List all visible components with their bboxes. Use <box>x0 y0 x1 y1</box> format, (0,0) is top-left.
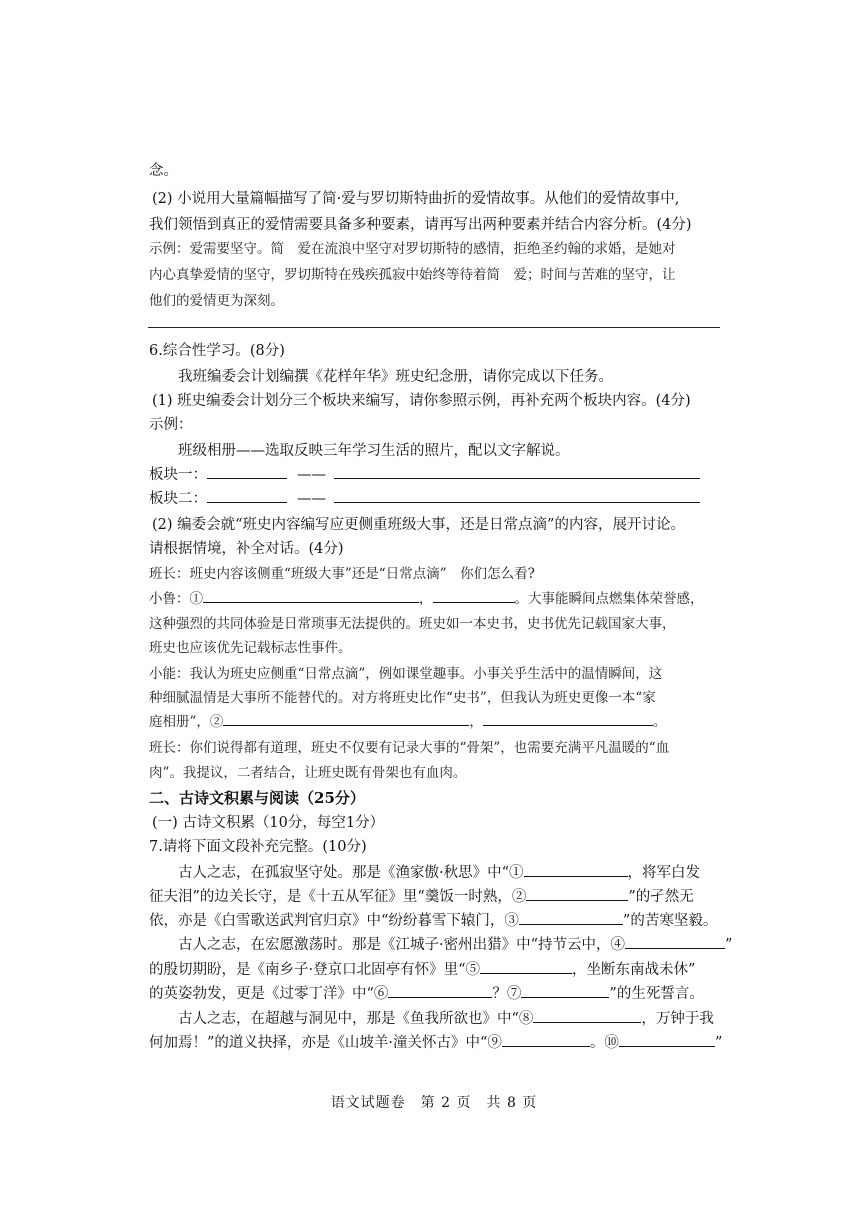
poem-blank-4[interactable] <box>625 934 725 949</box>
dialogue-xiaolu <box>149 588 704 610</box>
answer-blank-2b[interactable] <box>483 711 653 726</box>
q7-line8-end: ” <box>714 1035 723 1051</box>
q7-line3-end: ”的苦寒坚毅。 <box>622 913 718 929</box>
block1-dash: —— <box>297 467 326 483</box>
dialogue-line-3: 这种强烈的共同体验是日常琐事无法提供的。班史如一本史书，史书优先记载国家大事， <box>149 616 676 632</box>
q7-line3 <box>149 910 717 932</box>
q7-line5 <box>149 959 695 981</box>
q7-line1 <box>178 862 700 884</box>
q6-2-line1: (2) 编委会就“班史内容编写应更侧重班级大事，还是日常点滴”的内容，展开讨论。 <box>152 517 685 533</box>
example-line2: 内心真挚爱情的坚守，罗切斯特在残疾孤寂中始终等待着简 爱；时间与苦难的坚守，让 <box>149 267 676 283</box>
xiaolu-comma: ， <box>419 591 433 607</box>
q7-line6-mid: ？⑦ <box>492 986 522 1002</box>
q6-1-line2: 示例： <box>149 417 193 433</box>
xiaolu-rest: 。大事能瞬间点燃集体荣誉感， <box>514 591 704 607</box>
poem-blank-5[interactable] <box>480 959 572 974</box>
line7-comma: ， <box>469 714 483 730</box>
answer-blank-2a[interactable] <box>223 711 469 726</box>
poem-blank-7[interactable] <box>521 983 609 998</box>
q7-line2-text: 征夫泪”的边关长守，是《十五从军征》里“羹饭一时熟，② <box>149 889 527 905</box>
line7-prefix: 庭相册”，② <box>149 714 224 730</box>
block2-name-blank[interactable] <box>207 488 287 503</box>
poem-blank-2[interactable] <box>526 886 628 901</box>
line7-end: 。 <box>652 714 667 730</box>
q7-line4-end: ” <box>725 937 733 953</box>
q7-line1-text: 古人之志，在孤寂坚守处。那是《渔家傲·秋思》中“① <box>178 865 524 881</box>
poem-blank-6[interactable] <box>388 983 492 998</box>
section2-sub: (一) 古诗文积累（10分，每空1分） <box>152 815 385 831</box>
q7-line6 <box>149 983 704 1005</box>
q6-title: 6.综合性学习。(8分) <box>149 343 285 359</box>
q7-line3-text: 依，亦是《白雪歌送武判官归京》中“纷纷暮雪下辕门，③ <box>149 913 519 929</box>
example-label: 示例： <box>149 241 190 257</box>
q7-line2-end: ”的孑然无 <box>628 889 694 905</box>
q7-line8 <box>149 1032 722 1054</box>
block2-dash: —— <box>297 491 326 507</box>
q7-title: 7.请将下面文段补充完整。(10分) <box>149 839 367 855</box>
poem-blank-3[interactable] <box>519 910 623 925</box>
block1-label: 板块一： <box>149 467 207 483</box>
q5-2-example <box>149 238 676 260</box>
q7-line4-text: 古人之志，在宏愿激荡时。那是《江城子·密州出猎》中“持节云中，④ <box>178 937 626 953</box>
block2-row <box>149 488 700 510</box>
example-line3: 他们的爱情更为深刻。 <box>149 293 284 309</box>
q7-line8-text: 何加焉！”的道义抉择，亦是《山坡羊·潼关怀古》中“⑨ <box>149 1035 502 1051</box>
q6-1-line1: (1) 班史编委会计划分三个板块来编写，请你参照示例，再补充两个板块内容。(4分) <box>152 393 691 409</box>
poem-blank-1[interactable] <box>524 862 628 877</box>
q7-line1-end: ，将军白发 <box>627 865 701 881</box>
poem-blank-8[interactable] <box>533 1008 641 1023</box>
q7-line4 <box>178 934 732 956</box>
q7-line7 <box>178 1008 714 1030</box>
dialogue-monitor-1: 班长：班史内容该侧重“班级大事”还是“日常点滴” 你们怎么看? <box>149 566 535 582</box>
q5-2-line2: 我们领悟到真正的爱情需要具备多种要素，请再写出两种要素并结合内容分析。(4分) <box>149 217 692 233</box>
q7-line7-text: 古人之志，在超越与洞见中，那是《鱼我所欲也》中“⑧ <box>178 1011 534 1027</box>
dialogue-line-4: 班史也应该优先记载标志性事件。 <box>149 640 352 656</box>
q7-line2 <box>149 886 694 908</box>
block1-content-blank[interactable] <box>334 464 700 479</box>
q5-2-line1: (2) 小说用大量篇幅描写了简·爱与罗切斯特曲折的爱情故事。从他们的爱情故事中, <box>152 191 680 207</box>
block2-label: 板块二： <box>149 491 207 507</box>
divider-line <box>148 327 720 328</box>
q7-line5-end: ，坐断东南战未休” <box>572 962 696 978</box>
xiaolu-prefix: 小鲁：① <box>149 591 203 607</box>
answer-blank-1a[interactable] <box>203 588 419 603</box>
q7-line6-end: ”的生死誓言。 <box>609 986 704 1002</box>
block2-content-blank[interactable] <box>334 488 700 503</box>
page-footer: 语文试题卷 第 2 页 共 8 页 <box>330 1095 538 1111</box>
answer-blank-1b[interactable] <box>433 588 515 603</box>
q6-sample: 班级相册——选取反映三年学习生活的照片，配以文字解说。 <box>178 443 570 459</box>
block1-name-blank[interactable] <box>207 464 287 479</box>
q6-2-line2: 请根据情境，补全对话。(4分) <box>149 541 344 557</box>
poem-blank-10[interactable] <box>619 1032 715 1047</box>
poem-blank-9[interactable] <box>502 1032 590 1047</box>
q5-tail: 念。 <box>149 163 178 179</box>
block1-row <box>149 464 700 486</box>
dialogue-xiaoneng: 小能：我认为班史应侧重“日常点滴”，例如课堂趣事。小事关乎生活中的温情瞬间，这 <box>149 666 663 682</box>
q6-intro: 我班编委会计划编撰《花样年华》班史纪念册，请你完成以下任务。 <box>178 369 613 385</box>
section2-title: 二、古诗文积累与阅读（25分） <box>149 789 365 807</box>
dialogue-line-7 <box>149 711 666 733</box>
q7-line7-end: ，万钟于我 <box>641 1011 714 1027</box>
example-line1: 爱需要坚守。简 爱在流浪中坚守对罗切斯特的感情，拒绝圣约翰的求婚，是她对 <box>189 241 676 257</box>
q7-line8-mid: 。⑩ <box>589 1035 619 1051</box>
q7-line5-text: 的殷切期盼，是《南乡子·登京口北固亭有怀》里“⑤ <box>149 962 481 978</box>
dialogue-line-6: 种细腻温情是大事所不能替代的。对方将班史比作“史书”，但我认为班史更像一本“家 <box>149 690 656 706</box>
dialogue-monitor-3: 肉”。我提议，二者结合，让班史既有骨架也有血肉。 <box>149 765 467 781</box>
dialogue-monitor-2: 班长：你们说得都有道理，班史不仅要有记录大事的“骨架”，也需要充满平凡温暖的“血 <box>149 740 670 756</box>
q7-line6-text: 的英姿勃发，更是《过零丁洋》中“⑥ <box>149 986 389 1002</box>
